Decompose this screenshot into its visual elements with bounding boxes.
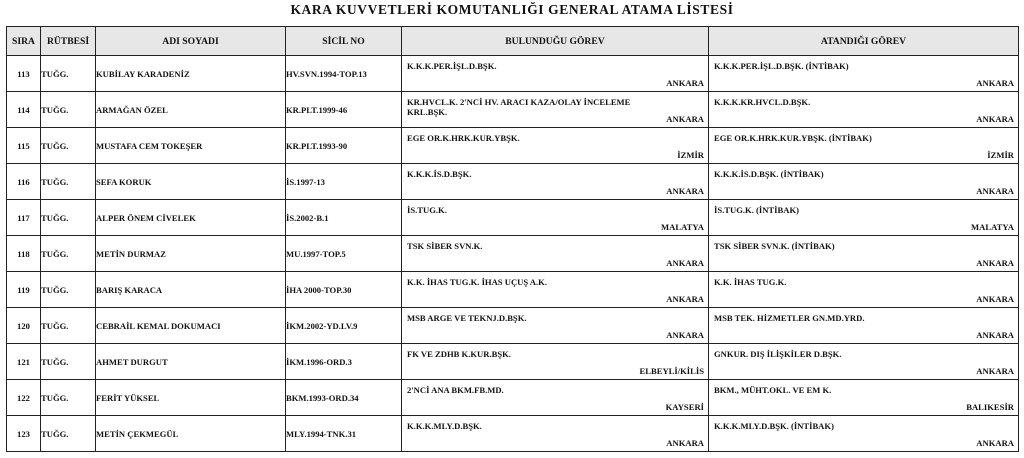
header-bulundugu-gorev: BULUNDUĞU GÖREV [402, 27, 709, 56]
new-post: TSK SİBER SVN.K. (İNTİBAK) [714, 241, 835, 251]
cell-bulundugu-gorev [402, 308, 709, 344]
table-row [7, 380, 1019, 416]
cell-atandigi-gorev [709, 56, 1019, 92]
cell-atandigi-gorev [709, 308, 1019, 344]
document-title: KARA KUVVETLERİ KOMUTANLIĞI GENERAL ATAMA LİSTESİ [290, 2, 734, 17]
cell-bulundugu-gorev [402, 380, 709, 416]
cell-sicil-no: KR.PLT.1993-90 [286, 128, 402, 164]
new-post: EGE OR.K.HRK.KUR.YBŞK. (İNTİBAK) [714, 133, 872, 143]
current-location: ANKARA [666, 294, 704, 304]
header-sicil-no: SİCİL NO [286, 27, 402, 56]
cell-sicil-no: İS.2002-B.1 [286, 200, 402, 236]
cell-atandigi-gorev [709, 272, 1019, 308]
header-ad-soyadi: ADI SOYADI [96, 27, 286, 56]
new-location: ANKARA [976, 438, 1014, 448]
cell-bulundugu-gorev [402, 344, 709, 380]
assignment-table [6, 26, 1019, 452]
header-atandigi-gorev: ATANDIĞI GÖREV [709, 27, 1019, 56]
table-row [7, 92, 1019, 128]
cell-ad-soyadi: METİN ÇEKMEGÜL [96, 416, 286, 452]
current-location: ANKARA [666, 186, 704, 196]
current-post: 2'NCİ ANA BKM.FB.MD. [407, 385, 504, 395]
cell-ad-soyadi: KUBİLAY KARADENİZ [96, 56, 286, 92]
current-post: FK VE ZDHB K.KUR.BŞK. [407, 349, 511, 359]
table-row [7, 56, 1019, 92]
cell-sicil-no: HV.SVN.1994-TOP.13 [286, 56, 402, 92]
table-row [7, 200, 1019, 236]
cell-atandigi-gorev [709, 236, 1019, 272]
cell-ad-soyadi: AHMET DURGUT [96, 344, 286, 380]
current-location: ANKARA [666, 78, 704, 88]
new-location: ANKARA [976, 294, 1014, 304]
current-location: İZMİR [677, 150, 704, 160]
table-row [7, 308, 1019, 344]
cell-sicil-no: MU.1997-TOP.5 [286, 236, 402, 272]
current-post: K.K.K.İS.D.BŞK. [407, 169, 472, 179]
cell-sira: 115 [7, 128, 41, 164]
cell-sicil-no: İHA 2000-TOP.30 [286, 272, 402, 308]
current-post: MSB ARGE VE TEKNJ.D.BŞK. [407, 313, 527, 323]
cell-sicil-no: İKM.1996-ORD.3 [286, 344, 402, 380]
cell-rutbe: TUĞG. [41, 236, 96, 272]
cell-sicil-no: KR.PLT.1999-46 [286, 92, 402, 128]
cell-rutbe: TUĞG. [41, 92, 96, 128]
cell-sira: 116 [7, 164, 41, 200]
current-location: ANKARA [666, 258, 704, 268]
cell-bulundugu-gorev [402, 200, 709, 236]
new-location: ANKARA [976, 366, 1014, 376]
cell-sira: 123 [7, 416, 41, 452]
cell-sicil-no: MLY.1994-TNK.31 [286, 416, 402, 452]
header-rutbe: RÜTBESİ [41, 27, 96, 56]
header-sira: SIRA [7, 27, 41, 56]
cell-sira: 117 [7, 200, 41, 236]
table-row [7, 236, 1019, 272]
new-post: K.K.K.İS.D.BŞK. (İNTİBAK) [714, 169, 824, 179]
cell-sicil-no: BKM.1993-ORD.34 [286, 380, 402, 416]
cell-ad-soyadi: ARMAĞAN ÖZEL [96, 92, 286, 128]
cell-atandigi-gorev [709, 92, 1019, 128]
current-location: KAYSERİ [665, 402, 704, 412]
cell-sira: 113 [7, 56, 41, 92]
cell-atandigi-gorev [709, 380, 1019, 416]
new-post: İS.TUG.K. (İNTİBAK) [714, 205, 799, 215]
cell-ad-soyadi: METİN DURMAZ [96, 236, 286, 272]
table-row [7, 272, 1019, 308]
cell-ad-soyadi: FERİT YÜKSEL [96, 380, 286, 416]
cell-sira: 119 [7, 272, 41, 308]
current-location: ANKARA [666, 330, 704, 340]
cell-rutbe: TUĞG. [41, 164, 96, 200]
current-post: KR.HVCL.K. 2'NCİ HV. ARACI KAZA/OLAY İNCELEME KRL.BŞK. [407, 97, 631, 117]
current-post: K.K. İHAS TUG.K. İHAS UÇUŞ A.K. [407, 277, 547, 287]
new-location: ANKARA [976, 114, 1014, 124]
current-location: ELBEYLİ/KİLİS [639, 366, 704, 376]
table-row [7, 164, 1019, 200]
cell-ad-soyadi: MUSTAFA CEM TOKEŞER [96, 128, 286, 164]
new-post: K.K.K.PER.İŞL.D.BŞK. (İNTİBAK) [714, 61, 849, 71]
new-location: ANKARA [976, 330, 1014, 340]
cell-bulundugu-gorev [402, 92, 709, 128]
table-header-row [7, 27, 1019, 56]
new-location: ANKARA [976, 258, 1014, 268]
cell-sicil-no: İKM.2002-YD.LV.9 [286, 308, 402, 344]
cell-bulundugu-gorev [402, 236, 709, 272]
cell-ad-soyadi: ALPER ÖNEM CİVELEK [96, 200, 286, 236]
cell-atandigi-gorev [709, 164, 1019, 200]
cell-bulundugu-gorev [402, 416, 709, 452]
cell-rutbe: TUĞG. [41, 56, 96, 92]
cell-sira: 122 [7, 380, 41, 416]
new-location: ANKARA [976, 78, 1014, 88]
table-row [7, 344, 1019, 380]
cell-sira: 114 [7, 92, 41, 128]
cell-ad-soyadi: SEFA KORUK [96, 164, 286, 200]
cell-bulundugu-gorev [402, 128, 709, 164]
current-location: MALATYA [661, 222, 704, 232]
new-post: K.K.K.MLY.D.BŞK. (İNTİBAK) [714, 421, 834, 431]
new-post: GNKUR. DIŞ İLİŞKİLER D.BŞK. [714, 349, 842, 359]
current-post: K.K.K.MLY.D.BŞK. [407, 421, 482, 431]
new-location: ANKARA [976, 186, 1014, 196]
cell-bulundugu-gorev [402, 164, 709, 200]
cell-sicil-no: İS.1997-13 [286, 164, 402, 200]
current-location: ANKARA [666, 114, 704, 124]
cell-sira: 120 [7, 308, 41, 344]
new-location: İZMİR [987, 150, 1014, 160]
cell-ad-soyadi: BARIŞ KARACA [96, 272, 286, 308]
cell-rutbe: TUĞG. [41, 344, 96, 380]
cell-bulundugu-gorev [402, 56, 709, 92]
cell-atandigi-gorev [709, 416, 1019, 452]
cell-sira: 121 [7, 344, 41, 380]
cell-atandigi-gorev [709, 128, 1019, 164]
current-post: K.K.K.PER.İŞL.D.BŞK. [407, 61, 497, 71]
cell-rutbe: TUĞG. [41, 128, 96, 164]
new-post: BKM., MÜHT.OKL. VE EM K. [714, 385, 832, 395]
new-post: K.K.K.KR.HVCL.D.BŞK. [714, 97, 811, 107]
cell-rutbe: TUĞG. [41, 200, 96, 236]
current-location: ANKARA [666, 438, 704, 448]
new-post: K.K. İHAS TUG.K. [714, 277, 787, 287]
new-location: BALIKESİR [966, 402, 1014, 412]
current-post: İS.TUG.K. [407, 205, 447, 215]
cell-ad-soyadi: CEBRAİL KEMAL DOKUMACI [96, 308, 286, 344]
table-row [7, 416, 1019, 452]
current-post: EGE OR.K.HRK.KUR.YBŞK. [407, 133, 520, 143]
cell-atandigi-gorev [709, 344, 1019, 380]
cell-rutbe: TUĞG. [41, 416, 96, 452]
current-post: TSK SİBER SVN.K. [407, 241, 483, 251]
cell-sira: 118 [7, 236, 41, 272]
new-location: MALATYA [971, 222, 1014, 232]
table-row [7, 128, 1019, 164]
new-post: MSB TEK. HİZMETLER GN.MD.YRD. [714, 313, 865, 323]
cell-atandigi-gorev [709, 200, 1019, 236]
cell-rutbe: TUĞG. [41, 380, 96, 416]
cell-rutbe: TUĞG. [41, 308, 96, 344]
cell-rutbe: TUĞG. [41, 272, 96, 308]
cell-bulundugu-gorev [402, 272, 709, 308]
